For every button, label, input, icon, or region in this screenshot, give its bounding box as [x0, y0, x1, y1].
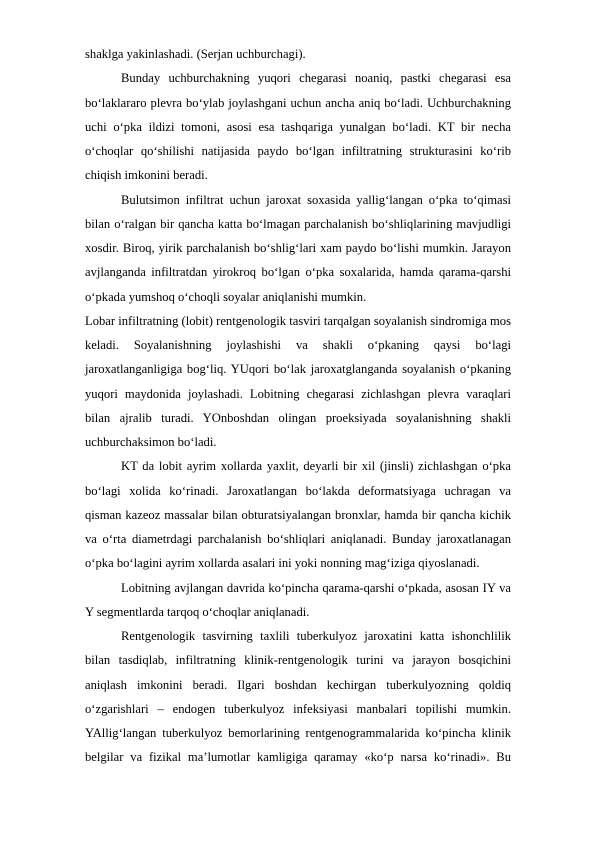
paragraph-5: KT da lobit ayrim xollarda yaxlit, deyarli bir xil (jinsli) zichlashgan o‘pka bo‘lagi xolida ko‘rinadi. Jaroxatlangan bo‘lakda deformatsiyaga uchragan va qisman kazeoz massalar bilan obturatsiyalangan bronxlar, hamda bir qancha kichik va o‘rta diametrdagi parchalanish bo‘shliqlari aniqlanadi. Bunday jaroxatlanagan o‘pka bo‘lagini ayrim xollarda asalari ini yoki nonning mag‘iziga qiyoslanadi.	[85, 459, 511, 571]
paragraph-1: shaklga yakinlashadi. (Serjan uchburchagi).	[85, 47, 306, 61]
paragraph-6: Lobitning avjlangan davrida ko‘pincha qarama-qarshi o‘pkada, asosan IY va Y segmentlarda tarqoq o‘choqlar aniqlanadi.	[85, 580, 511, 619]
document-page	[85, 42, 511, 770]
paragraph-3: Bulutsimon infiltrat uchun jaroxat soxasida yallig‘langan o‘pka to‘qimasi bilan o‘ralgan bir qancha katta bo‘lmagan parchalanish bo‘shliqlarining mavjudligi xosdir. Biroq, yirik parchalanish bo‘shlig‘lari xam paydo bo‘lishi mumkin. Jarayon avjlanganda infiltratdan yirokroq bo‘lgan o‘pka soxalarida, hamda qarama-qarshi o‘pkada yumshoq o‘choqli soyalar aniqlanishi mumkin.	[85, 192, 511, 304]
paragraph-7: Rentgenologik tasvirning taxlili tuberkulyoz jaroxatini katta ishonchlilik bilan tasdiqlab, infiltratning klinik-rentgenologik turini va jarayon bosqichini aniqlash imkonini beradi. Ilgari boshdan kechirgan tuberkulyozning qoldiq o‘zgarishlari – endogen tuberkulyoz infeksiyasi manbalari topilishi mumkin. YAllig‘langan tuberkulyoz bemorlarining rentgenogrammalarida ko‘pincha klinik belgilar va fizikal ma’lumotlar kamligiga qaramay «ko‘p narsa ko‘rinadi». Bu	[85, 629, 511, 765]
paragraph-4: Lobar infiltratning (lobit) rentgenologik tasviri tarqalgan soyalanish sindromiga mos keladi. Soyalanishning joylashishi va shakli o‘pkaning qaysi bo‘lagi jaroxatlanganligiga bog‘liq. YUqori bo‘lak jaroxatglanganda soyalanish o‘pkaning yuqori maydonida joylashadi. Lobitning chegarasi zichlashgan plevra varaqlari bilan ajralib turadi. YOnboshdan olingan proeksiyada soyalanishning shakli uchburchaksimon bo‘ladi.	[85, 313, 511, 449]
paragraph-2: Bunday uchburchakning yuqori chegarasi noaniq, pastki chegarasi esa bo‘laklararo plevra bo‘ylab joylashgani uchun ancha aniq bo‘ladi. Uchburchakning uchi o‘pka ildizi tomoni, asosi esa tashqariga yunalgan bo‘ladi. KT bir necha o‘choqlar qo‘shilishi natijasida paydo bo‘lgan infiltratning strukturasini ko‘rib chiqish imkonini beradi.	[85, 71, 511, 183]
